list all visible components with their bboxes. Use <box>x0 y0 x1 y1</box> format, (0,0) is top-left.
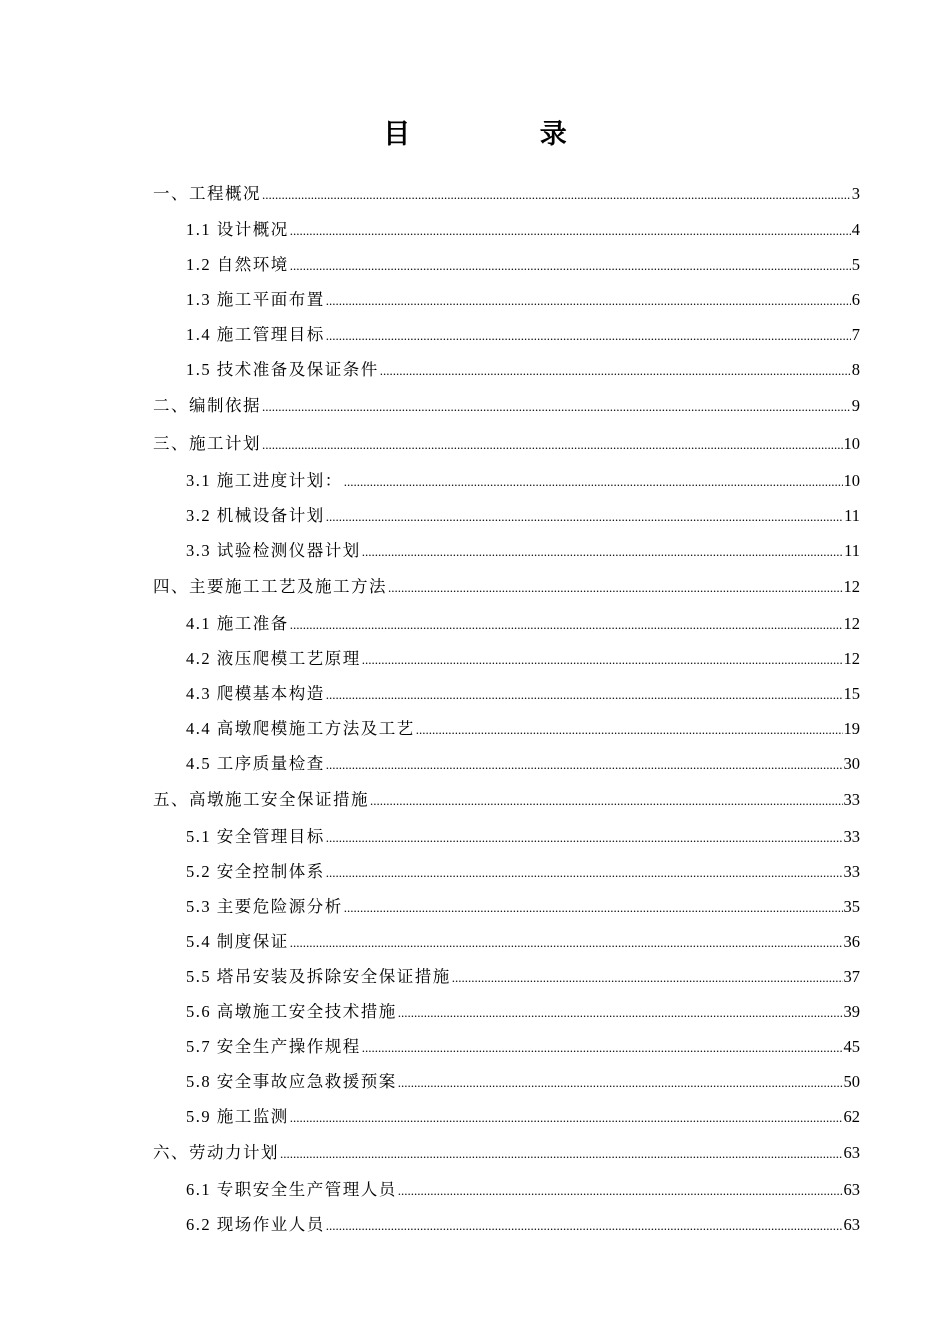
toc-entry-label: 二、编制依据 <box>153 396 261 415</box>
toc-leader-dots <box>326 1214 843 1238</box>
toc-leader-dots <box>370 789 843 813</box>
toc-page-number: 8 <box>851 360 860 379</box>
toc-page-number: 12 <box>843 614 860 633</box>
toc-entry-label: 5.9 施工监测 <box>186 1107 289 1126</box>
toc-entry[interactable] <box>186 1105 860 1129</box>
toc-page-number: 3 <box>851 184 860 203</box>
toc-entry[interactable] <box>153 575 860 599</box>
toc-entry-label: 三、施工计划 <box>153 434 261 453</box>
toc-entry-label: 1.3 施工平面布置 <box>186 290 325 309</box>
toc-entry[interactable] <box>186 717 860 741</box>
toc-leader-dots <box>416 718 843 742</box>
toc-entry-label: 1.2 自然环境 <box>186 255 289 274</box>
toc-leader-dots <box>326 505 843 529</box>
toc-page-number: 63 <box>843 1180 860 1199</box>
toc-page-number: 10 <box>843 471 860 490</box>
toc-leader-dots <box>326 289 851 313</box>
toc-leader-dots <box>362 540 843 564</box>
toc-page-number: 33 <box>843 827 860 846</box>
toc-leader-dots <box>262 183 851 207</box>
toc-leader-dots <box>388 576 843 600</box>
toc-page-number: 12 <box>843 649 860 668</box>
toc-page-number: 11 <box>844 506 860 525</box>
toc-entry[interactable] <box>186 965 860 989</box>
toc-entry-label: 5.4 制度保证 <box>186 932 289 951</box>
toc-leader-dots <box>326 861 843 885</box>
toc-entry-label: 4.5 工序质量检查 <box>186 754 325 773</box>
toc-leader-dots <box>398 1179 843 1203</box>
toc-leader-dots <box>398 1071 843 1095</box>
toc-leader-dots <box>380 359 851 383</box>
toc-page-number: 11 <box>844 541 860 560</box>
toc-entry-label: 4.1 施工准备 <box>186 614 289 633</box>
toc-leader-dots <box>326 683 843 707</box>
toc-leader-dots <box>280 1142 843 1166</box>
toc-entry-label: 5.5 塔吊安装及拆除安全保证措施 <box>186 967 451 986</box>
toc-page-number: 63 <box>843 1215 860 1234</box>
toc-page-number: 36 <box>843 932 860 951</box>
toc-entry-label: 3.3 试验检测仪器计划 <box>186 541 361 560</box>
toc-entry[interactable] <box>153 1141 860 1165</box>
toc-entry-label: 1.4 施工管理目标 <box>186 325 325 344</box>
toc-entry[interactable] <box>153 788 860 812</box>
toc-page-number: 9 <box>851 396 860 415</box>
toc-page-number: 33 <box>843 862 860 881</box>
toc-leader-dots <box>290 1106 843 1130</box>
toc-page-number: 12 <box>843 577 860 596</box>
toc-entry-label: 五、高墩施工安全保证措施 <box>153 790 369 809</box>
toc-leader-dots <box>290 613 843 637</box>
toc-entry-label: 3.1 施工进度计划： <box>186 471 343 490</box>
toc-leader-dots <box>344 896 843 920</box>
toc-page-number: 30 <box>843 754 860 773</box>
toc-page-number: 63 <box>843 1143 860 1162</box>
toc-leader-dots <box>290 254 851 278</box>
toc-page-number: 37 <box>843 967 860 986</box>
toc-entry-label: 3.2 机械设备计划 <box>186 506 325 525</box>
toc-entry[interactable] <box>186 752 860 776</box>
toc-page-number: 33 <box>843 790 860 809</box>
toc-page-number: 10 <box>843 434 860 453</box>
toc-entry[interactable] <box>153 394 860 418</box>
toc-entry[interactable] <box>186 323 860 347</box>
toc-leader-dots <box>326 324 851 348</box>
toc-entry[interactable] <box>186 647 860 671</box>
toc-page-number: 4 <box>851 220 860 239</box>
toc-leader-dots <box>262 395 851 419</box>
toc-entry[interactable] <box>186 825 860 849</box>
toc-entry[interactable] <box>186 504 860 528</box>
toc-entry[interactable] <box>186 930 860 954</box>
toc-entry-label: 6.1 专职安全生产管理人员 <box>186 1180 397 1199</box>
toc-page-number: 35 <box>843 897 860 916</box>
toc-entry[interactable] <box>186 1178 860 1202</box>
toc-entry[interactable] <box>186 288 860 312</box>
toc-entry-label: 一、工程概况 <box>153 184 261 203</box>
toc-leader-dots <box>398 1001 843 1025</box>
toc-entry[interactable] <box>186 895 860 919</box>
toc-leader-dots <box>452 966 843 990</box>
toc-page-number: 15 <box>843 684 860 703</box>
toc-entry-label: 5.6 高墩施工安全技术措施 <box>186 1002 397 1021</box>
toc-entry-label: 4.4 高墩爬模施工方法及工艺 <box>186 719 415 738</box>
toc-entry-label: 5.7 安全生产操作规程 <box>186 1037 361 1056</box>
toc-entry[interactable] <box>186 253 860 277</box>
toc-entry-label: 6.2 现场作业人员 <box>186 1215 325 1234</box>
toc-page-number: 50 <box>843 1072 860 1091</box>
toc-entry[interactable] <box>186 539 860 563</box>
toc-entry[interactable] <box>186 1035 860 1059</box>
toc-leader-dots <box>290 219 851 243</box>
toc-page-number: 5 <box>851 255 860 274</box>
toc-entry[interactable] <box>186 860 860 884</box>
toc-entry-label: 1.1 设计概况 <box>186 220 289 239</box>
toc-entry[interactable] <box>153 432 860 456</box>
toc-page-number: 6 <box>851 290 860 309</box>
toc-leader-dots <box>326 753 843 777</box>
toc-entry-label: 1.5 技术准备及保证条件 <box>186 360 379 379</box>
toc-entry-label: 5.2 安全控制体系 <box>186 862 325 881</box>
toc-page-number: 7 <box>851 325 860 344</box>
toc-entry-label: 4.3 爬模基本构造 <box>186 684 325 703</box>
toc-leader-dots <box>262 433 843 457</box>
toc-entry-label: 4.2 液压爬模工艺原理 <box>186 649 361 668</box>
toc-leader-dots <box>326 826 843 850</box>
toc-entry[interactable] <box>186 1070 860 1094</box>
toc-page-number: 19 <box>843 719 860 738</box>
toc-page-number: 62 <box>843 1107 860 1126</box>
toc-entry-label: 四、主要施工工艺及施工方法 <box>153 577 387 596</box>
toc-entry[interactable] <box>153 182 860 206</box>
toc-entry[interactable] <box>186 358 860 382</box>
toc-leader-dots <box>362 1036 843 1060</box>
toc-leader-dots <box>344 470 843 494</box>
toc-leader-dots <box>290 931 843 955</box>
toc-entry[interactable] <box>186 612 860 636</box>
toc-entry[interactable] <box>186 469 860 493</box>
toc-entry[interactable] <box>186 1000 860 1024</box>
toc-page-number: 45 <box>843 1037 860 1056</box>
toc-page-number: 39 <box>843 1002 860 1021</box>
toc-entry[interactable] <box>186 218 860 242</box>
toc-entry[interactable] <box>186 1213 860 1237</box>
toc-entry-label: 5.3 主要危险源分析 <box>186 897 343 916</box>
toc-entry-label: 六、劳动力计划 <box>153 1143 279 1162</box>
toc-entry[interactable] <box>186 682 860 706</box>
toc-entry-label: 5.1 安全管理目标 <box>186 827 325 846</box>
page-title: 目 录 <box>383 119 627 150</box>
toc-leader-dots <box>362 648 843 672</box>
toc-entry-label: 5.8 安全事故应急救援预案 <box>186 1072 397 1091</box>
